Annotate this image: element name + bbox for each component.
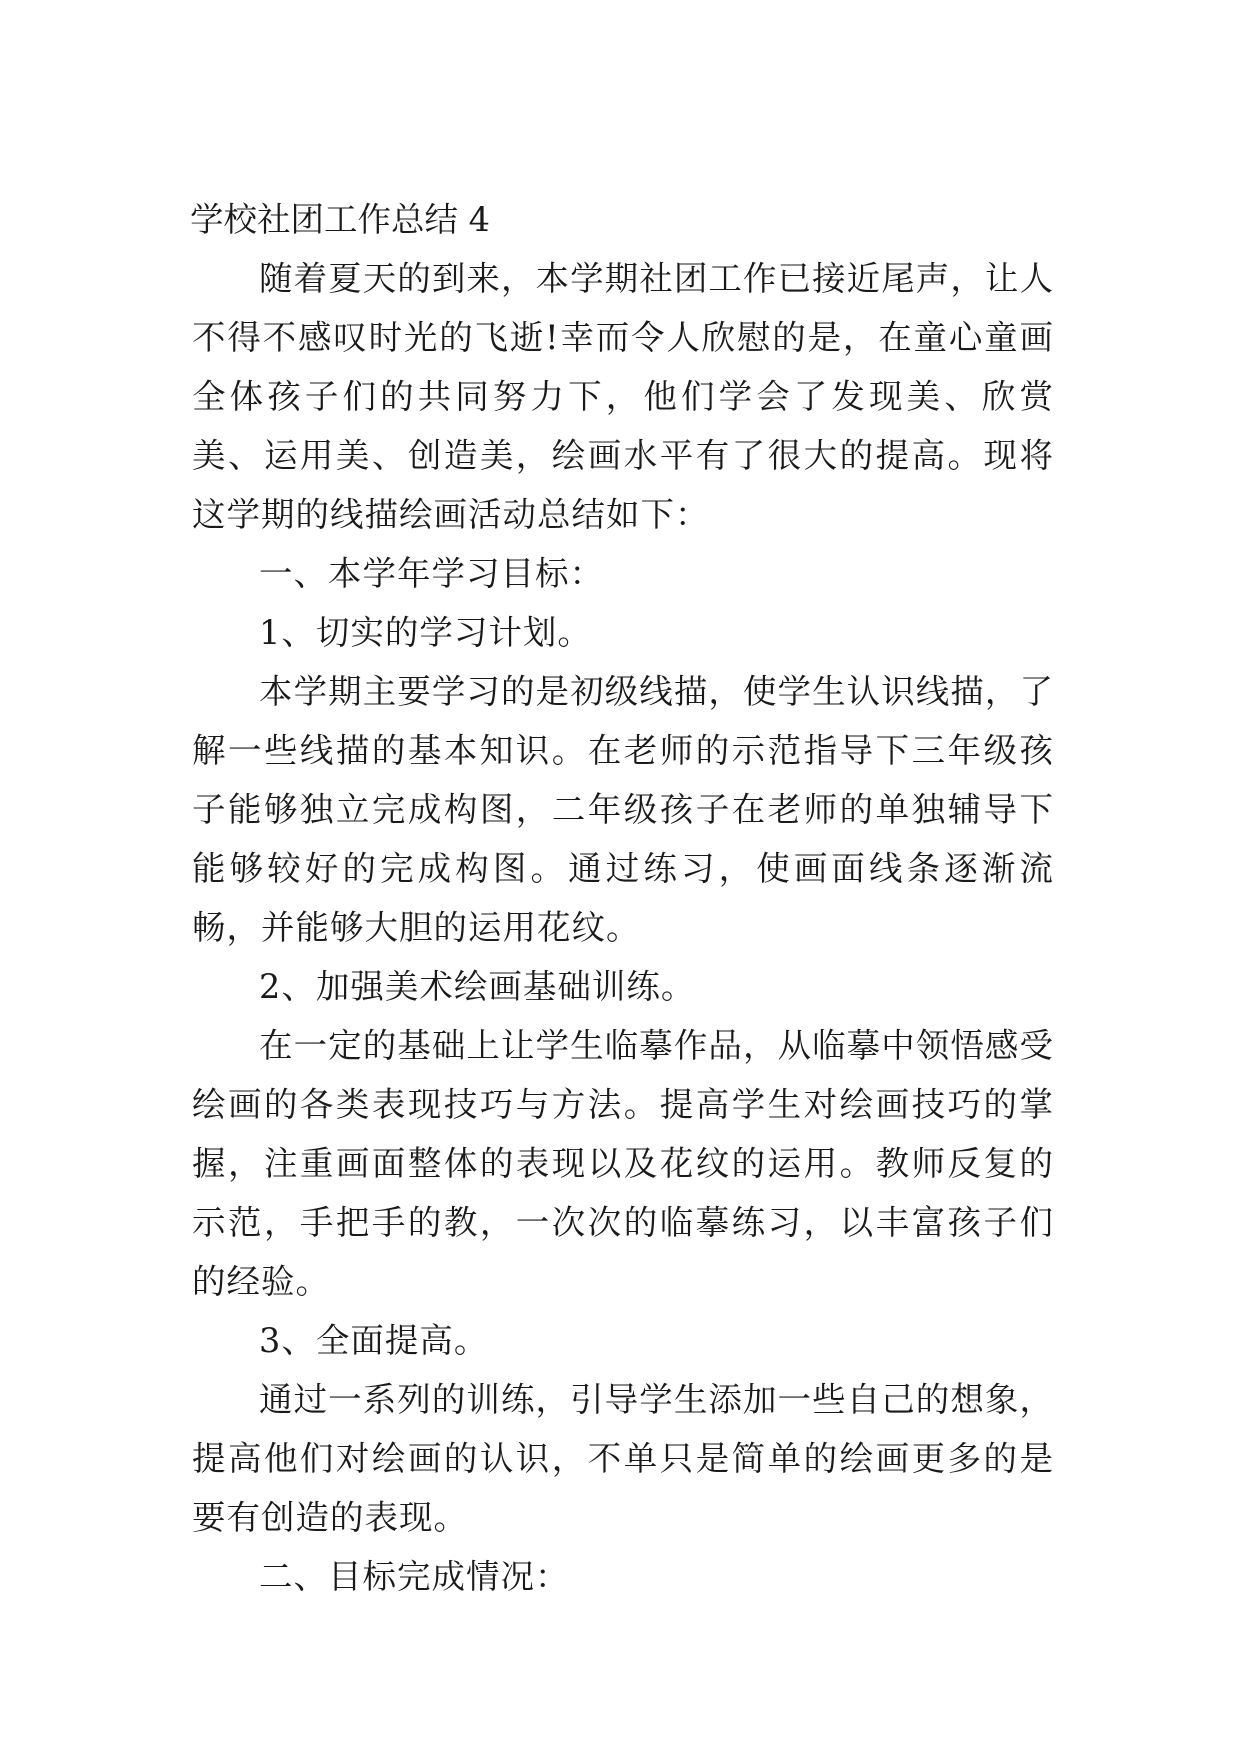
subheading-study-plan: 1、切实的学习计划。 — [259, 613, 592, 652]
section-heading-learning-goals: 一、本学年学习目标： — [259, 554, 604, 593]
study-plan-paragraph: 本学期主要学习的是初级线描，使学生认识线描，了解一些线描的基本知识。在老师的示范指导下三年级孩子能够独立完成构图，二年级孩子在老师的单独辅导下能够较好的完成构图。通过练习，使画面线条逐渐流畅，并能够大胆的运用花纹。 — [192, 672, 1054, 947]
document-body — [192, 190, 1054, 1606]
overall-improvement-paragraph: 通过一系列的训练，引导学生添加一些自己的想象，提高他们对绘画的认识，不单只是简单的绘画更多的是要有创造的表现。 — [192, 1380, 1054, 1537]
intro-paragraph: 随着夏天的到来，本学期社团工作已接近尾声，让人不得不感叹时光的飞逝!幸而令人欣慰的是，在童心童画全体孩子们的共同努力下，他们学会了发现美、欣赏美、运用美、创造美，绘画水平有了很大的提高。现将这学期的线描绘画活动总结如下： — [192, 259, 1054, 534]
document-title: 学校社团工作总结 4 — [190, 200, 490, 239]
subheading-overall-improvement: 3、全面提高。 — [259, 1321, 489, 1360]
section-heading-goal-completion: 二、目标完成情况： — [259, 1557, 570, 1596]
subheading-basic-training: 2、加强美术绘画基础训练。 — [259, 967, 696, 1006]
basic-training-paragraph: 在一定的基础上让学生临摹作品，从临摹中领悟感受绘画的各类表现技巧与方法。提高学生对绘画技巧的掌握，注重画面整体的表现以及花纹的运用。教师反复的示范，手把手的教，一次次的临摹练习，以丰富孩子们的经验。 — [192, 1026, 1054, 1301]
